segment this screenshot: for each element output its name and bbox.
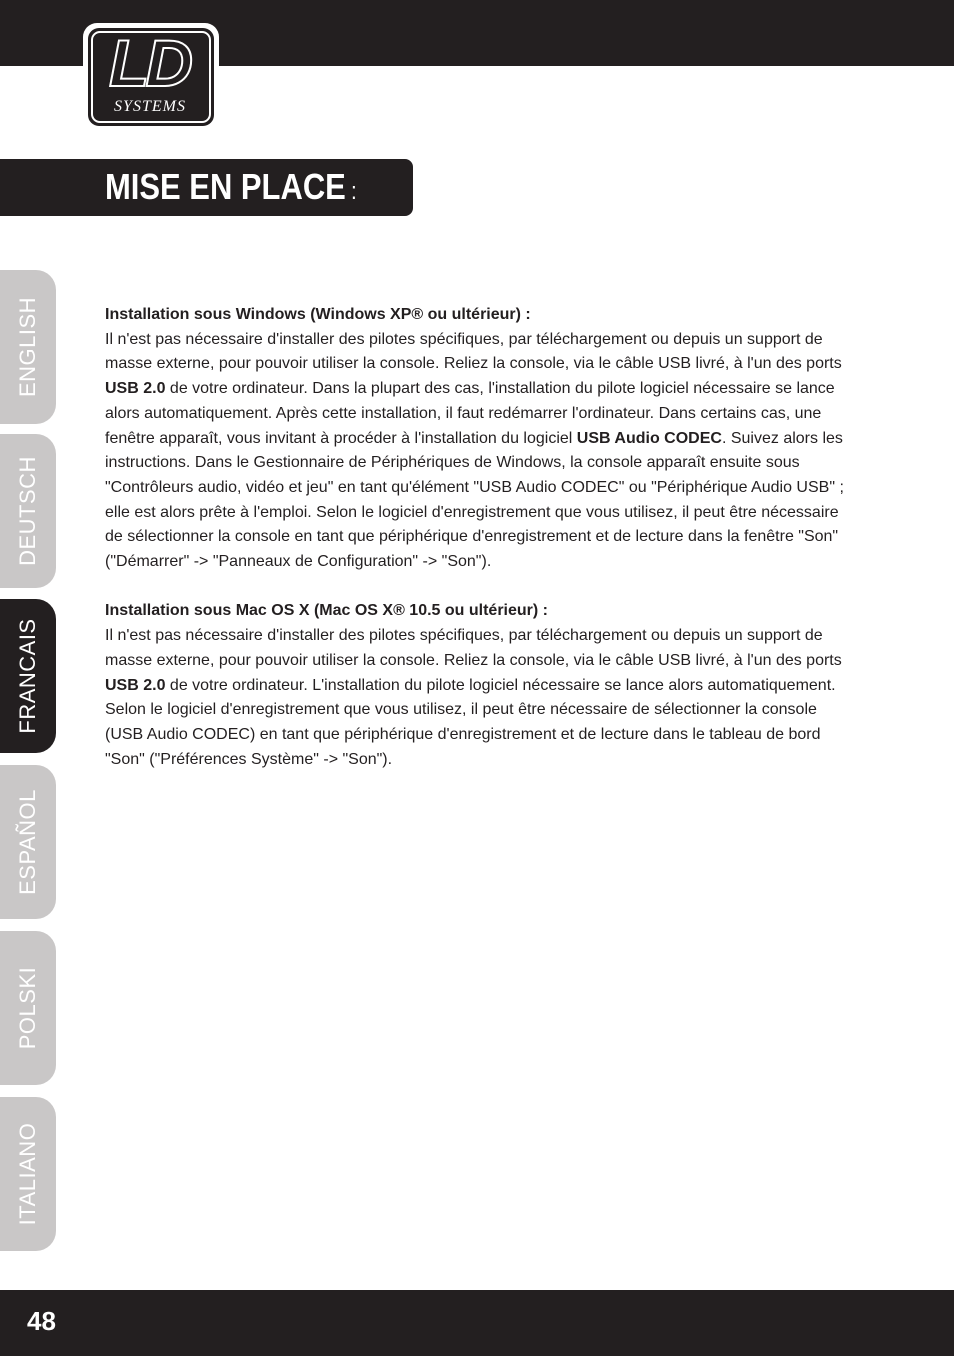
windows-text-2: de votre ordinateur. Dans la plupart des cas, l'installation du pilote logiciel nécessaire se lance alors automatiquement. Après cette installation, il faut redémarrer l'ordinateur. Dans certains cas, une fenêtre apparaît, vous invitant à procéder à l'installation du logiciel <box>105 380 835 447</box>
page-title <box>105 164 357 215</box>
mac-usb-port: USB 2.0 <box>105 676 166 694</box>
tab-english-label: ENGLISH <box>15 296 40 398</box>
logo-badge <box>88 28 214 126</box>
logo-ld-text: LD <box>109 26 189 100</box>
main-content <box>105 303 855 772</box>
section-spacer <box>105 575 855 600</box>
tab-espanol[interactable] <box>0 765 56 919</box>
tab-italiano[interactable] <box>0 1097 56 1251</box>
page-title-text: MISE EN PLACE <box>105 166 346 207</box>
tab-deutsch-label: DEUTSCH <box>15 456 40 566</box>
tab-italiano-label: ITALIANO <box>15 1122 40 1226</box>
mac-text-1: Il n'est pas nécessaire d'installer des pilotes spécifiques, par téléchargement ou depuis un support de masse externe, pour pouvoir utiliser la console. Reliez la console, via le câble USB livré, à l'un des ports <box>105 627 842 669</box>
tab-deutsch[interactable] <box>0 434 56 588</box>
ld-systems-logo <box>83 23 219 131</box>
logo-systems-text: SYSTEMS <box>114 98 186 115</box>
tab-polski-label: POLSKI <box>15 966 40 1050</box>
windows-usb-codec: USB Audio CODEC <box>576 429 722 447</box>
tab-espanol-label: ESPAÑOL <box>15 789 40 895</box>
windows-heading: Installation sous Windows (Windows XP® ou ultérieur) : <box>105 306 531 323</box>
mac-paragraph <box>105 624 855 772</box>
tab-polski[interactable] <box>0 931 56 1085</box>
page-title-colon: : <box>351 178 357 205</box>
mac-text-2: de votre ordinateur. L'installation du pilote logiciel nécessaire se lance alors automatiquement. Selon le logiciel d'enregistrement que vous utilisez, il peut être nécessaire de sélectionner la console (USB Audio CODEC) en tant que périphérique d'enregistrement et de lecture dans le tableau de bord "Son" ("Préférences Système" -> "Son"). <box>105 676 836 768</box>
page-number: 48 <box>27 1306 56 1336</box>
tab-francais[interactable] <box>0 599 56 753</box>
windows-text-3: . Suivez alors les instructions. Dans le Gestionnaire de Périphériques de Windows, la console apparaît ensuite sous "Contrôleurs audio, vidéo et jeu" en tant qu'élément "USB Audio CODEC" ou "Périphérique Audio USB" ; elle est alors prête à l'emploi. Selon le logiciel d'enregistrement que vous utilisez, il peut être nécessaire de sélectionner la console en tant que périphérique d'enregistrement et de lecture dans la fenêtre "Son" ("Démarrer" -> "Panneaux de Configuration" -> "Son"). <box>105 429 844 571</box>
tab-francais-label: FRANCAIS <box>15 618 40 734</box>
footer-bar <box>0 1290 954 1356</box>
tab-english[interactable] <box>0 270 56 424</box>
windows-paragraph <box>105 328 855 575</box>
windows-text-1: Il n'est pas nécessaire d'installer des pilotes spécifiques, par téléchargement ou depuis un support de masse externe, pour pouvoir utiliser la console. Reliez la console, via le câble USB livré, à l'un des ports <box>105 330 842 373</box>
mac-heading: Installation sous Mac OS X (Mac OS X® 10.5 ou ultérieur) : <box>105 602 548 620</box>
windows-usb-port: USB 2.0 <box>105 380 166 398</box>
